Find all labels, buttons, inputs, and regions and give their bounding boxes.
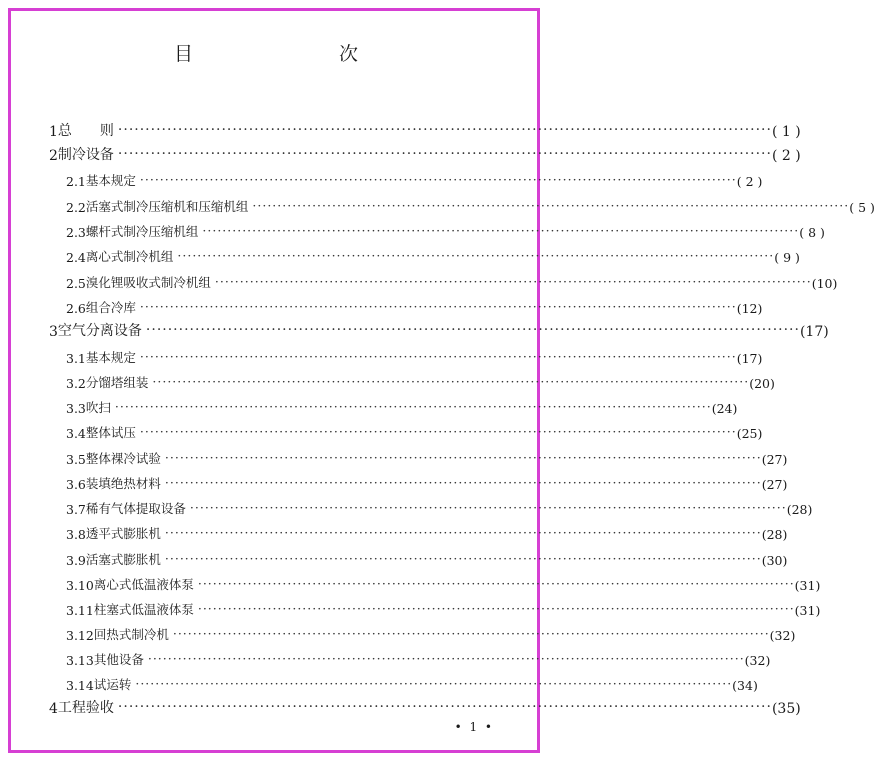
toc-entry-page: ( 2 ) (736, 174, 763, 189)
toc-entry-number: 3.4 (66, 426, 86, 441)
toc-entry-title: 整体试压 (85, 425, 136, 440)
toc-entry-number: 2.1 (66, 174, 86, 189)
toc-entry-page: (34) (732, 678, 758, 693)
toc-entry-number: 3.14 (66, 678, 94, 693)
toc-entry-title: 分馏塔组装 (85, 375, 149, 390)
toc-leader-dots: ························································································································ (145, 322, 800, 338)
toc-entry-number: 3.10 (66, 578, 94, 593)
toc-entry-page: (27) (761, 452, 788, 467)
toc-entry[interactable] (12, 220, 825, 240)
toc-entry-page: ( 9 ) (774, 250, 800, 265)
toc-entry-number: 3.7 (66, 502, 86, 517)
toc-entry-number: 3.6 (66, 477, 86, 492)
toc-entry[interactable] (12, 573, 821, 593)
toc-leader-dots: ························································································································ (117, 699, 772, 715)
toc-entry-number: 2.5 (66, 276, 86, 291)
toc-entry[interactable] (12, 648, 771, 668)
toc-entry-title: 螺杆式制冷压缩机组 (85, 224, 199, 239)
toc-leader-dots: ························································································································ (197, 576, 795, 591)
toc-entry[interactable] (12, 673, 758, 693)
page-title: 目 次 (173, 43, 394, 65)
toc-entry-page: (10) (811, 276, 838, 291)
toc-entry[interactable] (12, 548, 788, 568)
toc-entry-title: 离心式低温液体泵 (93, 577, 194, 592)
toc-entry-number: 2.3 (66, 225, 86, 240)
toc-leader-dots: ························································································································ (189, 500, 787, 515)
toc-entry-number: 2.2 (66, 200, 86, 215)
toc-entry-number: 3.12 (66, 628, 94, 643)
toc-entry[interactable] (12, 144, 801, 164)
toc-entry-page: (32) (769, 628, 796, 643)
toc-entry-page: (27) (761, 477, 788, 492)
toc-entry-page: ( 2 ) (771, 148, 801, 164)
toc-leader-dots: ························································································································ (252, 198, 850, 213)
toc-entry[interactable] (12, 320, 829, 340)
toc-entry-page: (24) (711, 401, 738, 416)
toc-entry-title: 柱塞式低温液体泵 (93, 602, 194, 617)
toc-entry-number: 4 (49, 701, 58, 717)
toc-entry-number: 3.9 (66, 553, 86, 568)
toc-entry-number: 3.5 (66, 452, 86, 467)
toc-leader-dots: ························································································································ (135, 676, 733, 691)
toc-leader-dots: ························································································································ (152, 374, 750, 389)
toc-entry-page: (30) (761, 553, 788, 568)
toc-leader-dots: ························································································································ (164, 551, 762, 566)
toc-entry[interactable] (12, 497, 813, 517)
toc-leader-dots: ························································································································ (214, 274, 812, 289)
toc-entry[interactable] (12, 371, 775, 391)
toc-entry-title: 回热式制冷机 (93, 627, 169, 642)
toc-entry-title: 稀有气体提取设备 (85, 501, 186, 516)
toc-entry[interactable] (12, 120, 801, 140)
toc-entry-number: 2.6 (66, 301, 86, 316)
toc-entry-number: 3 (49, 324, 58, 340)
toc-entry-page: (31) (794, 603, 821, 618)
toc-entry-title: 透平式膨胀机 (85, 526, 161, 541)
toc-entry-page: ( 8 ) (799, 225, 825, 240)
toc-entry[interactable] (12, 598, 821, 618)
toc-entry-title: 基本规定 (85, 173, 136, 188)
toc-entry-page: (12) (736, 301, 763, 316)
toc-entry-title: 总 则 (57, 123, 114, 139)
toc-leader-dots: ························································································································ (164, 450, 762, 465)
toc-entry-title: 空气分离设备 (57, 323, 142, 339)
toc-entry-page: ( 1 ) (771, 124, 801, 140)
toc-leader-dots: ························································································································ (139, 424, 737, 439)
toc-leader-dots: ························································································································ (147, 651, 745, 666)
toc-leader-dots: ························································································································ (114, 399, 712, 414)
page-number: • 1 • (454, 720, 494, 734)
toc-leader-dots: ························································································································ (139, 172, 737, 187)
toc-entry[interactable] (12, 169, 763, 189)
toc-leader-dots: ························································································································ (164, 525, 762, 540)
toc-leader-dots: ························································································································ (197, 601, 795, 616)
toc-entry-number: 3.13 (66, 653, 94, 668)
toc-entry-number: 3.3 (66, 401, 86, 416)
toc-entry[interactable] (12, 346, 763, 366)
toc-entry-title: 离心式制冷机组 (85, 249, 174, 264)
toc-leader-dots: ························································································································ (202, 223, 800, 238)
toc-entry-page: (28) (761, 527, 788, 542)
toc-leader-dots: ························································································································ (117, 122, 772, 138)
toc-entry[interactable] (12, 396, 738, 416)
toc-leader-dots: ························································································································ (164, 475, 762, 490)
toc-entry-page: (35) (771, 701, 801, 717)
toc-entry-page: ( 5 ) (849, 200, 875, 215)
toc-entry-page: (32) (744, 653, 771, 668)
toc-entry-number: 2 (49, 148, 58, 164)
toc-entry-title: 活塞式制冷压缩机和压缩机组 (85, 199, 249, 214)
toc-entry[interactable] (12, 271, 838, 291)
toc-entry-title: 活塞式膨胀机 (85, 552, 161, 567)
toc-entry-number: 3.1 (66, 351, 86, 366)
toc-entry-page: (17) (799, 324, 829, 340)
toc-entry[interactable] (12, 697, 801, 717)
toc-entry[interactable] (12, 245, 800, 265)
toc-entry[interactable] (12, 195, 875, 215)
toc-entry-title: 组合冷库 (85, 300, 136, 315)
toc-entry[interactable] (12, 421, 763, 441)
toc-entry[interactable] (12, 472, 788, 492)
toc-entry-page: (31) (794, 578, 821, 593)
toc-entry-page: (20) (749, 376, 775, 391)
toc-entry-title: 整体裸冷试验 (85, 451, 161, 466)
toc-entry-page: (28) (786, 502, 813, 517)
toc-entry-title: 其他设备 (93, 652, 144, 667)
toc-entry[interactable] (12, 522, 788, 542)
toc-entry-number: 3.2 (66, 376, 86, 391)
toc-entry-number: 3.11 (66, 603, 94, 618)
toc-entry-page: (17) (736, 351, 763, 366)
toc-entry-number: 2.4 (66, 250, 86, 265)
toc-entry-title: 装填绝热材料 (85, 476, 161, 491)
toc-entry[interactable] (12, 623, 796, 643)
toc-page (12, 36, 875, 748)
toc-leader-dots: ························································································································ (139, 299, 737, 314)
toc-entry-number: 1 (49, 124, 58, 140)
toc-leader-dots: ························································································································ (177, 248, 775, 263)
toc-leader-dots: ························································································································ (139, 349, 737, 364)
toc-leader-dots: ························································································································ (117, 146, 772, 162)
toc-entry-title: 吹扫 (85, 400, 111, 415)
toc-leader-dots: ························································································································ (172, 626, 770, 641)
toc-entry[interactable] (12, 447, 788, 467)
toc-entry-title: 溴化锂吸收式制冷机组 (85, 275, 211, 290)
toc-entry-title: 制冷设备 (57, 147, 114, 163)
toc-entry-title: 工程验收 (57, 700, 114, 716)
toc-entry-number: 3.8 (66, 527, 86, 542)
toc-entry-title: 试运转 (93, 677, 132, 692)
toc-entry-title: 基本规定 (85, 350, 136, 365)
toc-entry-page: (25) (736, 426, 763, 441)
toc-entry[interactable] (12, 296, 763, 316)
